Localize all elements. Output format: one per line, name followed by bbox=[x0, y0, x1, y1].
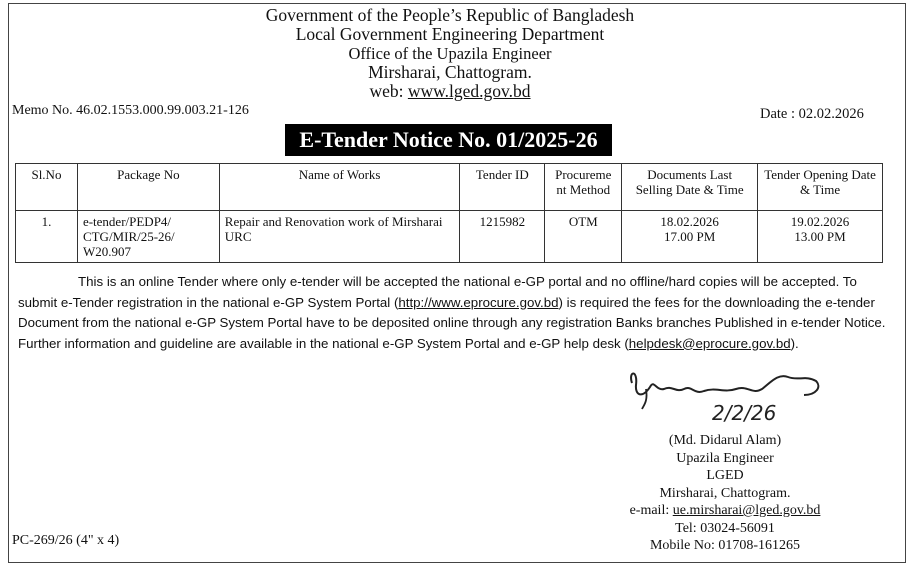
header-opening: Tender Opening Date & Time bbox=[758, 164, 883, 211]
body-part-2: ) is required the fees for the downloading the e-tender Document from the national e-GP System Portal have to be deposited online through any registration Banks branches Published in e-tender Notice. Further information and guideline are available in the national e-GP System Portal and e-GP help desk ( bbox=[18, 294, 886, 351]
signatory-org: LGED bbox=[706, 468, 744, 483]
signatory-email-link[interactable]: ue.mirsharai@lged.gov.bd bbox=[672, 503, 821, 518]
header-package: Package No bbox=[77, 164, 219, 211]
eprocure-link[interactable]: http://www.eprocure.gov.bd bbox=[398, 294, 559, 310]
signatory-block bbox=[560, 432, 890, 555]
body-part-3: ). bbox=[790, 335, 799, 351]
notice-date: Date : 02.02.2026 bbox=[760, 106, 864, 122]
website-link[interactable]: www.lged.gov.bd bbox=[407, 81, 531, 101]
cell-method: OTM bbox=[545, 211, 622, 263]
header-selling: Documents Last Selling Date & Time bbox=[622, 164, 758, 211]
cell-package: e-tender/PEDP4/ CTG/MIR/25-26/ W20.907 bbox=[77, 211, 219, 263]
signature-date: 2/2/26 bbox=[712, 401, 777, 425]
header-method: Procureme nt Method bbox=[545, 164, 622, 211]
cell-sl: 1. bbox=[16, 211, 78, 263]
handwritten-signature bbox=[620, 365, 830, 425]
memo-number: Memo No. 46.02.1553.000.99.003.21-126 bbox=[12, 103, 249, 118]
department-title: Local Government Engineering Department bbox=[295, 24, 605, 44]
letterhead bbox=[0, 6, 900, 101]
signatory-place: Mirsharai, Chattogram. bbox=[659, 485, 791, 501]
notice-body bbox=[18, 272, 886, 354]
body-part-1: This is an online Tender where only e-tender will be accepted the national e-GP portal and no offline/hard copies will be accepted. To submit e-Tender registration in the national e-GP System Portal ( bbox=[18, 274, 857, 310]
signatory-tel: Tel: 03024-56091 bbox=[675, 520, 775, 536]
signatory-email-line bbox=[560, 502, 890, 520]
selling-time: 17.00 PM bbox=[664, 229, 716, 244]
website-label: web: bbox=[369, 81, 404, 101]
header-sl: Sl.No bbox=[16, 164, 78, 211]
opening-date: 19.02.2026 bbox=[790, 214, 850, 229]
government-title: Government of the People’s Republic of Bangladesh bbox=[265, 5, 635, 25]
cell-works: Repair and Renovation work of Mirsharai URC bbox=[219, 211, 460, 263]
opening-time: 13.00 PM bbox=[794, 229, 846, 244]
table-header-row bbox=[16, 164, 883, 211]
helpdesk-email-link[interactable]: helpdesk@eprocure.gov.bd bbox=[628, 335, 791, 351]
header-tender-id: Tender ID bbox=[460, 164, 545, 211]
selling-date: 18.02.2026 bbox=[660, 214, 719, 229]
tender-table bbox=[15, 163, 883, 263]
signatory-mobile: Mobile No: 01708-161265 bbox=[649, 538, 801, 553]
office-title: Office of the Upazila Engineer bbox=[348, 44, 552, 63]
office-location: Mirsharai, Chattogram. bbox=[368, 62, 532, 82]
pc-reference: PC-269/26 (4" x 4) bbox=[12, 533, 120, 548]
cell-tender-id: 1215982 bbox=[460, 211, 545, 263]
cell-selling bbox=[622, 211, 758, 263]
table-row bbox=[16, 211, 883, 263]
signatory-designation: Upazila Engineer bbox=[676, 450, 774, 466]
notice-title: E-Tender Notice No. 01/2025-26 bbox=[285, 124, 612, 156]
signatory-name: (Md. Didarul Alam) bbox=[668, 433, 782, 448]
website-line bbox=[0, 82, 900, 101]
cell-opening bbox=[758, 211, 883, 263]
email-label: e-mail: bbox=[629, 503, 670, 518]
header-works: Name of Works bbox=[219, 164, 460, 211]
